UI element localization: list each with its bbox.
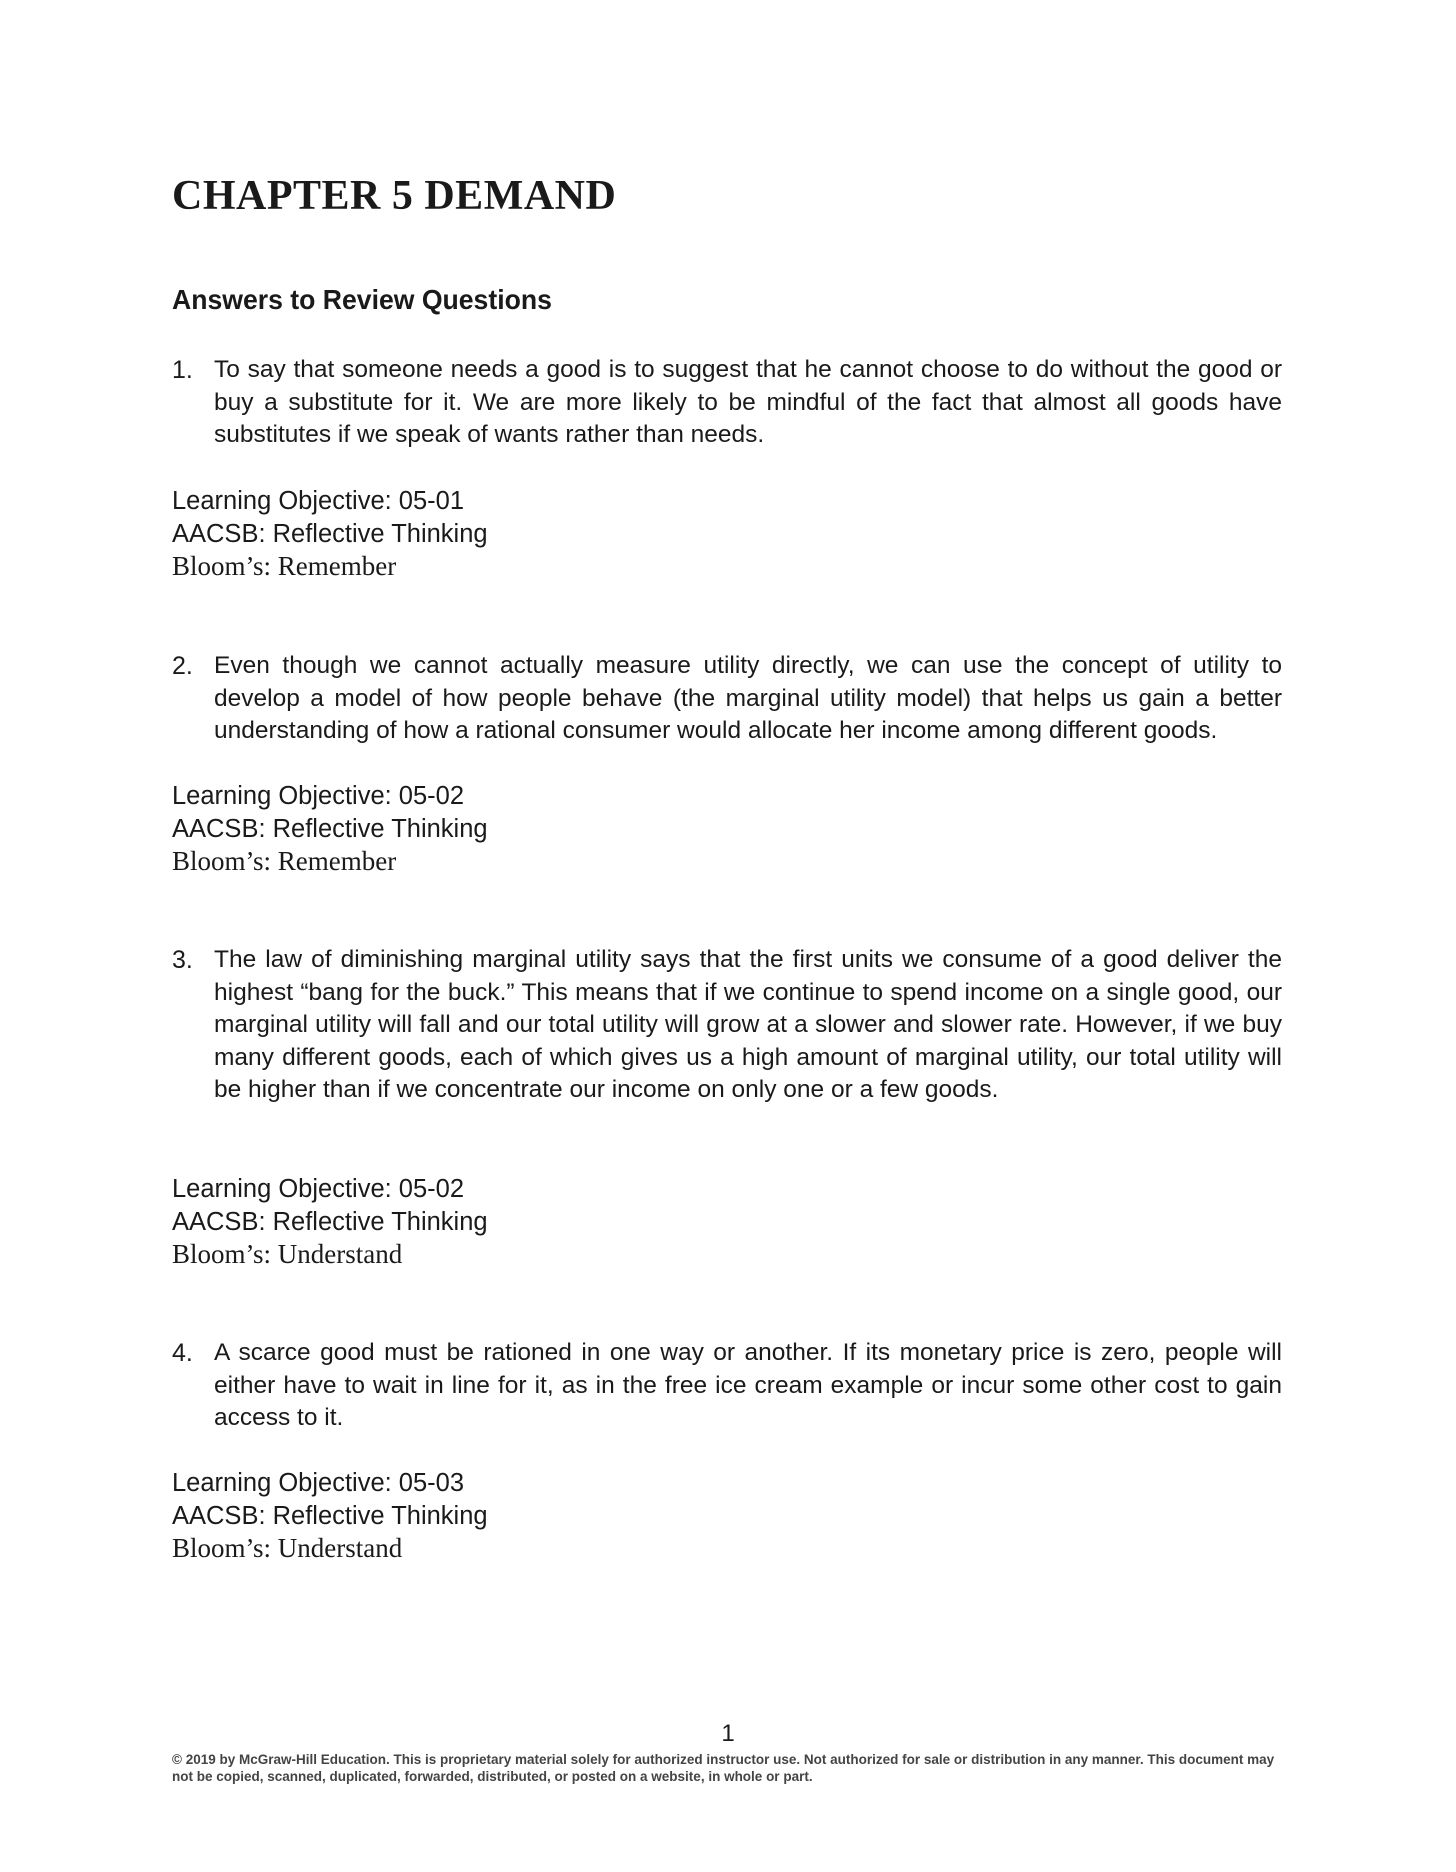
answer-text: The law of diminishing marginal utility says that the first units we consume of a good deliver the highest “bang for the buck.” This means that if we continue to spend income on a single good, our marginal utility will fall and our total utility will grow at a slower and slower rate. However, if we buy many different goods, each of which gives us a high amount of marginal utility, our total utility will be higher than if we concentrate our income on only one or a few goods. <box>214 946 1282 1103</box>
answer-text: Even though we cannot actually measure utility directly, we can use the concept of utility to develop a model of how people behave (the marginal utility model) that helps us gain a better understanding of how a rational consumer would allocate her income among different goods. <box>214 652 1282 744</box>
aacsb-tag: AACSB: Reflective Thinking <box>172 1207 488 1236</box>
chapter-title: CHAPTER 5 DEMAND <box>172 173 617 219</box>
learning-objective: Learning Objective: 05-01 <box>172 487 465 515</box>
aacsb-tag: AACSB: Reflective Thinking <box>172 519 488 548</box>
answer-number: 1. <box>172 356 193 384</box>
copyright-notice: © 2019 by McGraw-Hill Education. This is proprietary material solely for authorized instructor use. Not authorized for sale or distribution in any manner. This document may not be copied, scanned, duplicated, forwarded, distributed, or posted on a website, in whole or part. <box>172 1752 1275 1784</box>
learning-objective: Learning Objective: 05-02 <box>172 782 465 810</box>
answer-number: 4. <box>172 1339 193 1367</box>
page-number: 1 <box>721 1720 735 1747</box>
blooms-level: Bloom’s: Remember <box>172 551 397 581</box>
learning-objective: Learning Objective: 05-02 <box>172 1175 465 1203</box>
answer-metadata-3 <box>172 1173 872 1271</box>
learning-objective: Learning Objective: 05-03 <box>172 1469 465 1497</box>
answer-number: 2. <box>172 652 193 680</box>
blooms-level: Bloom’s: Remember <box>172 846 397 876</box>
answer-metadata-1 <box>172 485 872 583</box>
answer-text: A scarce good must be rationed in one way or another. If its monetary price is zero, people will either have to wait in line for it, as in the free ice cream example or incur some other cost to gain access to it. <box>214 1339 1282 1431</box>
answer-metadata-4 <box>172 1467 872 1565</box>
answer-item-3 <box>172 944 1282 1107</box>
section-heading: Answers to Review Questions <box>172 284 552 315</box>
answer-metadata-2 <box>172 780 872 878</box>
answer-item-2 <box>172 650 1282 748</box>
answer-item-4 <box>172 1337 1282 1435</box>
blooms-level: Bloom’s: Understand <box>172 1239 403 1269</box>
answer-number: 3. <box>172 946 193 974</box>
aacsb-tag: AACSB: Reflective Thinking <box>172 1501 488 1530</box>
answer-text: To say that someone needs a good is to suggest that he cannot choose to do without the good or buy a substitute for it. We are more likely to be mindful of the fact that almost all goods have substitutes if we speak of wants rather than needs. <box>214 356 1282 448</box>
answer-item-1 <box>172 354 1282 452</box>
aacsb-tag: AACSB: Reflective Thinking <box>172 814 488 843</box>
blooms-level: Bloom’s: Understand <box>172 1533 403 1563</box>
